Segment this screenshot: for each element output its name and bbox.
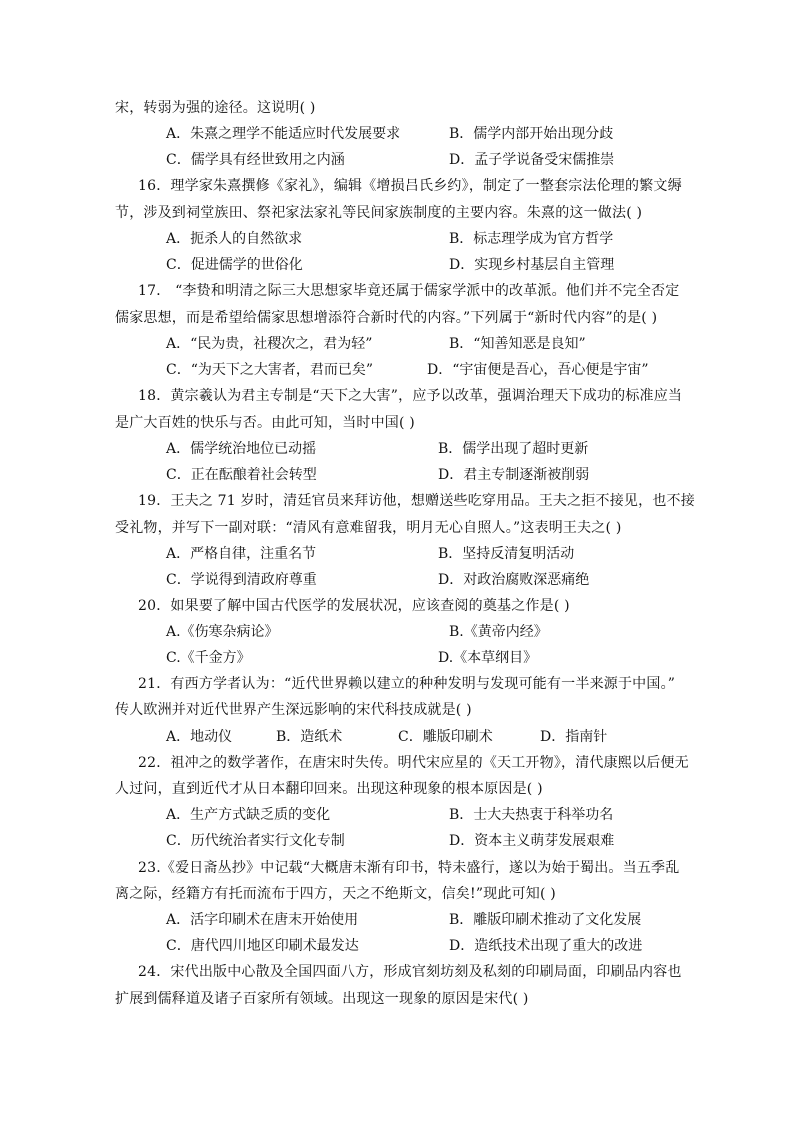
q20-option-a: A.《伤寒杂病论》 [166, 624, 279, 640]
q23-option-d: D．造纸技术出现了重大的改进 [449, 938, 643, 954]
q23-option-c: C．唐代四川地区印刷术最发达 [166, 938, 359, 954]
q22-option-a: A．生产方式缺乏质的变化 [166, 807, 331, 823]
q15-option-a: A．朱熹之理学不能适应时代发展要求 [166, 126, 401, 142]
question-15-stem-end: 宋，转弱为强的途径。这说明( ) [115, 100, 316, 116]
q18-option-d: D．君主专制逐渐被削弱 [438, 467, 590, 483]
q22-option-d: D．资本主义萌芽发展艰难 [449, 833, 615, 849]
q17-option-d: D．“宇宙便是吾心，吾心便是宇宙” [427, 362, 649, 378]
question-24-line-2: 扩展到儒释道及诸子百家所有领域。出现这一现象的原因是宋代( ) [115, 991, 529, 1007]
q21-option-a: A．地动仪 [166, 729, 233, 745]
q21-option-b: B．造纸术 [276, 729, 343, 745]
q16-option-b: B．标志理学成为官方哲学 [449, 231, 614, 247]
q22-option-c: C．历代统治者实行文化专制 [166, 833, 345, 849]
q23-option-b: B．雕版印刷术推动了文化发展 [449, 912, 642, 928]
q16-option-a: A．扼杀人的自然欲求 [166, 231, 303, 247]
q20-option-c: C.《千金方》 [166, 650, 251, 666]
q22-option-b: B．士大夫热衷于科举功名 [449, 807, 614, 823]
q18-option-a: A．儒学统治地位已动摇 [166, 441, 317, 457]
question-23-line-2: 离之际，经籍方有托而流布于四方，天之不绝斯文，信矣!”现此可知( ) [115, 886, 556, 902]
q16-option-d: D．实现乡村基层自主管理 [449, 257, 615, 273]
question-22-line-2: 人过问，直到近代才从日本翻印回来。出现这种现象的根本原因是( ) [115, 781, 543, 797]
q21-option-d: D．指南针 [540, 729, 608, 745]
q19-option-c: C．学说得到清政府尊重 [166, 572, 317, 588]
question-18-line-2: 是广大百姓的快乐与否。由此可知，当时中国( ) [115, 415, 415, 431]
q15-option-b: B．儒学内部开始出现分歧 [449, 126, 614, 142]
q18-option-b: B．儒学出现了超时更新 [438, 441, 589, 457]
question-19-line-1: 19．王夫之 71 岁时，清廷官员来拜访他，想赠送些吃穿用品。王夫之拒不接见，也不接 [138, 493, 695, 509]
q17-option-b: B．“知善知恶是良知” [449, 336, 586, 352]
q19-option-b: B．坚持反清复明活动 [438, 546, 575, 562]
question-19-line-2: 受礼物，并写下一副对联：“清风有意难留我，明月无心自照人。”这表明王夫之( ) [115, 520, 622, 536]
question-16-line-1: 16．理学家朱熹撰修《家礼》，编辑《增损吕氏乡约》，制定了一整套宗法伦理的繁文缛 [138, 178, 682, 194]
question-23-line-1: 23.《爱日斋丛抄》中记载“大概唐末渐有印书，特未盛行，遂以为始于蜀出。当五季乱 [138, 860, 680, 876]
q19-option-a: A．严格自律，注重名节 [166, 546, 317, 562]
q15-option-c: C．儒学具有经世致用之内涵 [166, 152, 345, 168]
question-20-line-1: 20．如果要了解中国古代医学的发展状况，应该查阅的奠基之作是( ) [138, 598, 570, 614]
question-22-line-1: 22．祖冲之的数学著作，在唐宋时失传。明代宋应星的《天工开物》，清代康熙以后便无 [138, 755, 689, 771]
q17-option-c: C．“为天下之大害者，君而已矣” [166, 362, 374, 378]
question-21-line-1: 21．有西方学者认为：“近代世界赖以建立的种种发明与发现可能有一半来源于中国。” [138, 676, 676, 692]
q18-option-c: C．正在酝酿着社会转型 [166, 467, 317, 483]
question-18-line-1: 18．黄宗羲认为君主专制是“天下之大害”，应予以改革，强调治理天下成功的标准应当 [138, 388, 683, 404]
q23-option-a: A．活字印刷术在唐末开始使用 [166, 912, 359, 928]
q15-option-d: D．孟子学说备受宋儒推崇 [449, 152, 615, 168]
question-24-line-1: 24．宋代出版中心散及全国四面八方，形成官刻坊刻及私刻的印刷局面，印刷品内容也 [138, 964, 682, 980]
q16-option-c: C．促进儒学的世俗化 [166, 257, 303, 273]
q20-option-b: B.《黄帝内经》 [449, 624, 548, 640]
q21-option-c: C．雕版印刷术 [398, 729, 493, 745]
question-16-line-2: 节，涉及到祠堂族田、祭祀家法家礼等民间家族制度的主要内容。朱熹的这一做法( ) [115, 205, 643, 221]
question-17-line-2: 儒家思想，而是希望给儒家思想增添符合新时代的内容。”下列属于“新时代内容”的是( ) [115, 310, 658, 326]
q17-option-a: A．“民为贵，社稷次之，君为轻” [166, 336, 373, 352]
question-21-line-2: 传人欧洲并对近代世界产生深远影响的宋代科技成就是( ) [115, 702, 472, 718]
q20-option-d: D.《本草纲目》 [438, 650, 538, 666]
q19-option-d: D．对政治腐败深恶痛绝 [438, 572, 590, 588]
question-17-line-1: 17． “李贽和明清之际三大思想家毕竟还属于儒家学派中的改革派。他们并不完全否定 [138, 283, 680, 299]
